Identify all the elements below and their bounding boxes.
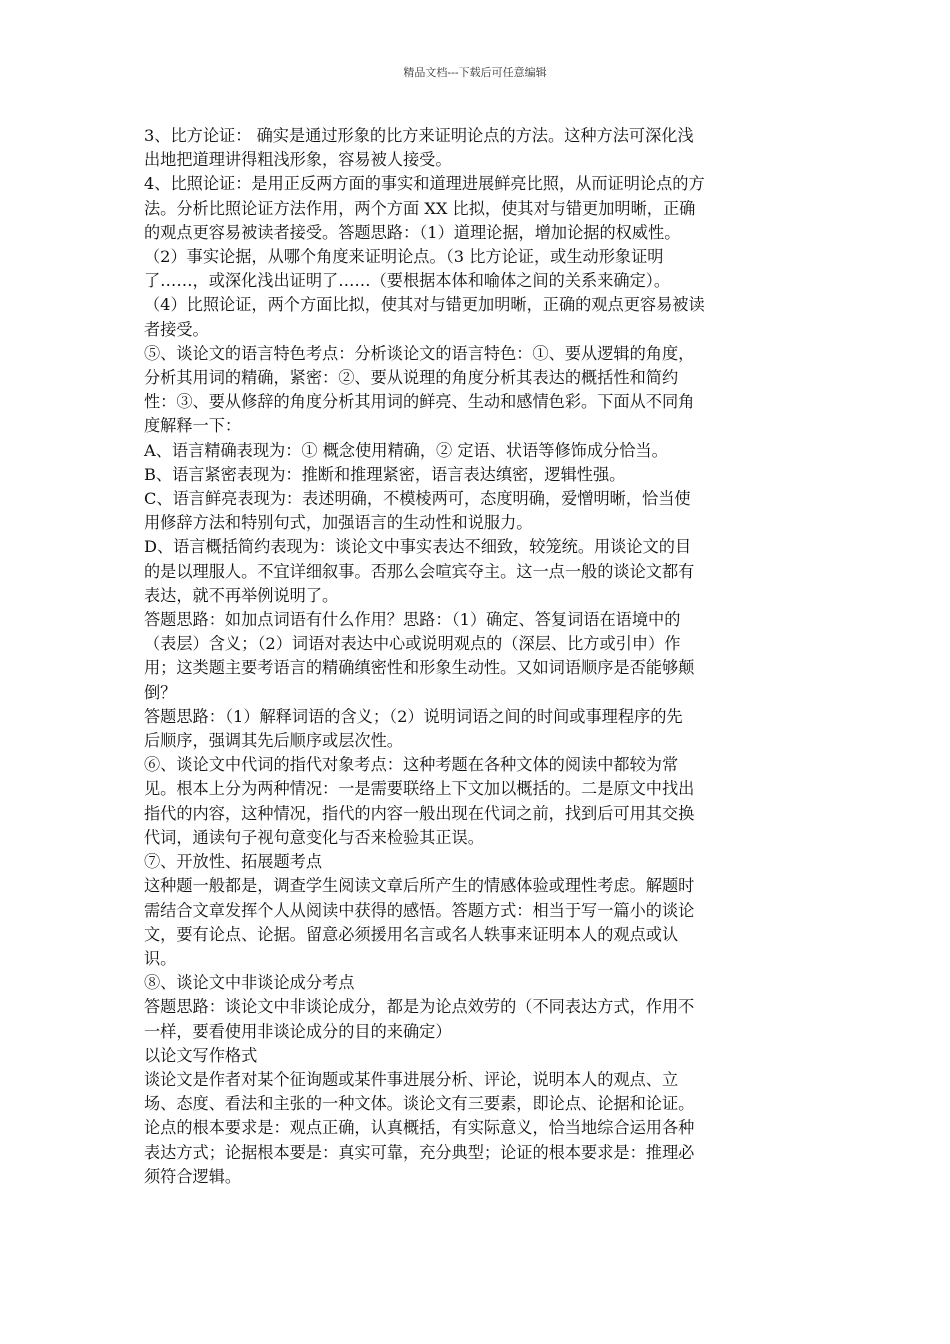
- text-line: 表达方式；论据根本要是：真实可靠，充分典型；论证的根本要求是：推理必: [144, 1142, 695, 1162]
- text-line: （2）事实论据，从哪个角度来证明论点。（3 比方论证，或生动形象证明: [144, 247, 664, 267]
- text-line: 3、比方论证： 确实是通过形象的比方来证明论点的方法。这种方法可深化浅: [144, 126, 694, 145]
- text-line: 表达，就不再举例说明了。: [144, 585, 339, 605]
- text-line: 后顺序，强调其先后顺序或层次性。: [144, 731, 403, 751]
- text-line: 答题思路：（1）解释词语的含义；（2）说明词语之间的时间或事理程序的先: [144, 706, 683, 726]
- text-line: A、语言精确表现为：① 概念使用精确，② 定语、状语等修饰成分恰当。: [144, 440, 668, 460]
- text-line: 用；这类题主要考语言的精确缜密性和形象生动性。又如词语顺序是否能够颠: [144, 658, 695, 678]
- text-line: ⑥、谈论文中代词的指代对象考点：这种考题在各种文体的阅读中都较为常: [144, 755, 679, 775]
- text-line: 须符合逻辑。: [144, 1166, 242, 1186]
- text-line: 答题思路：如加点词语有什么作用？思路：（1）确定、答复词语在语境中的: [144, 610, 681, 630]
- text-line: 分析其用词的精确，紧密：②、要从说理的角度分析其表达的概括性和简约: [144, 368, 679, 388]
- text-line: 了……，或深化浅出证明了……（要根据本体和喻体之间的关系来确定）。: [144, 271, 671, 291]
- text-line: 指代的内容，这种情况，指代的内容一般出现在代词之前，找到后可用其交换: [144, 803, 695, 823]
- text-line: 用修辞方法和特别句式，加强语言的生动性和说服力。: [144, 513, 533, 533]
- text-line: 一样，要看使用非谈论成分的目的来确定）: [144, 1021, 452, 1041]
- text-line: ⑦、开放性、拓展题考点: [144, 852, 323, 872]
- text-line: D、语言概括简约表现为：谈论文中事实表达不细致，较笼统。用谈论文的目: [144, 537, 692, 557]
- text-line: 的是以理服人。不宜详细叙事。否那么会喧宾夺主。这一点一般的谈论文都有: [144, 561, 695, 581]
- text-line: 代词，通读句子视句意变化与否来检验其正误。: [144, 827, 484, 847]
- text-line: 见。根本上分为两种情况：一是需要联络上下文加以概括的。二是原文中找出: [144, 779, 695, 799]
- text-line: 文，要有论点、论据。留意必须援用名言或名人轶事来证明本人的观点或认: [144, 924, 679, 944]
- text-line: 性：③、要从修辞的角度分析其用词的鲜亮、生动和感情色彩。下面从不同角: [144, 392, 695, 412]
- text-line: 者接受。: [144, 319, 209, 339]
- text-line: 谈论文是作者对某个征询题或某件事进展分析、评论，说明本人的观点、立: [144, 1069, 679, 1089]
- document-body: [144, 124, 804, 1189]
- text-line: ⑤、谈论文的语言特色考点：分析谈论文的语言特色：①、要从逻辑的角度，: [144, 343, 695, 363]
- text-line: B、语言紧密表现为：推断和推理紧密，语言表达缜密，逻辑性强。: [144, 464, 626, 484]
- text-line: （表层）含义；（2）词语对表达中心或说明观点的（深层、比方或引申）作: [144, 634, 681, 654]
- text-line: 度解释一下：: [144, 416, 242, 436]
- text-line: 法。分析比照论证方法作用，两个方面 XX 比拟，使其对与错更加明晰，正确: [144, 198, 696, 218]
- text-line: 识。: [144, 948, 177, 968]
- text-line: 倒？: [144, 682, 177, 702]
- text-line: 答题思路：谈论文中非谈论成分，都是为论点效劳的（不同表达方式，作用不: [144, 997, 695, 1017]
- text-line: 出地把道理讲得粗浅形象，容易被人接受。: [144, 150, 452, 170]
- text-line: 这种题一般都是，调查学生阅读文章后所产生的情感体验或理性考虑。解题时: [144, 876, 695, 896]
- text-line: 论点的根本要求是：观点正确，认真概括，有实际意义，恰当地综合运用各种: [144, 1118, 695, 1138]
- text-line: 场、态度、看法和主张的一种文体。谈论文有三要素，即论点、论据和论证。: [144, 1094, 695, 1114]
- text-line: 的观点更容易被读者接受。答题思路：（1）道理论据，增加论据的权威性。: [144, 222, 681, 242]
- text-line: 4、比照论证：是用正反两方面的事实和道理进展鲜亮比照，从而证明论点的方: [144, 174, 705, 194]
- text-line: 需结合文章发挥个人从阅读中获得的感悟。答题方式：相当于写一篇小的谈论: [144, 900, 695, 920]
- text-line: 以论文写作格式: [144, 1045, 258, 1065]
- text-line: （4）比照论证，两个方面比拟，使其对与错更加明晰，正确的观点更容易被读: [144, 295, 705, 315]
- page-header: 精品文档---下载后可任意编辑: [403, 66, 547, 79]
- text-line: ⑧、谈论文中非谈论成分考点: [144, 973, 355, 993]
- text-line: C、语言鲜亮表现为：表述明确，不模棱两可，态度明确，爱憎明晰，恰当使: [144, 489, 691, 509]
